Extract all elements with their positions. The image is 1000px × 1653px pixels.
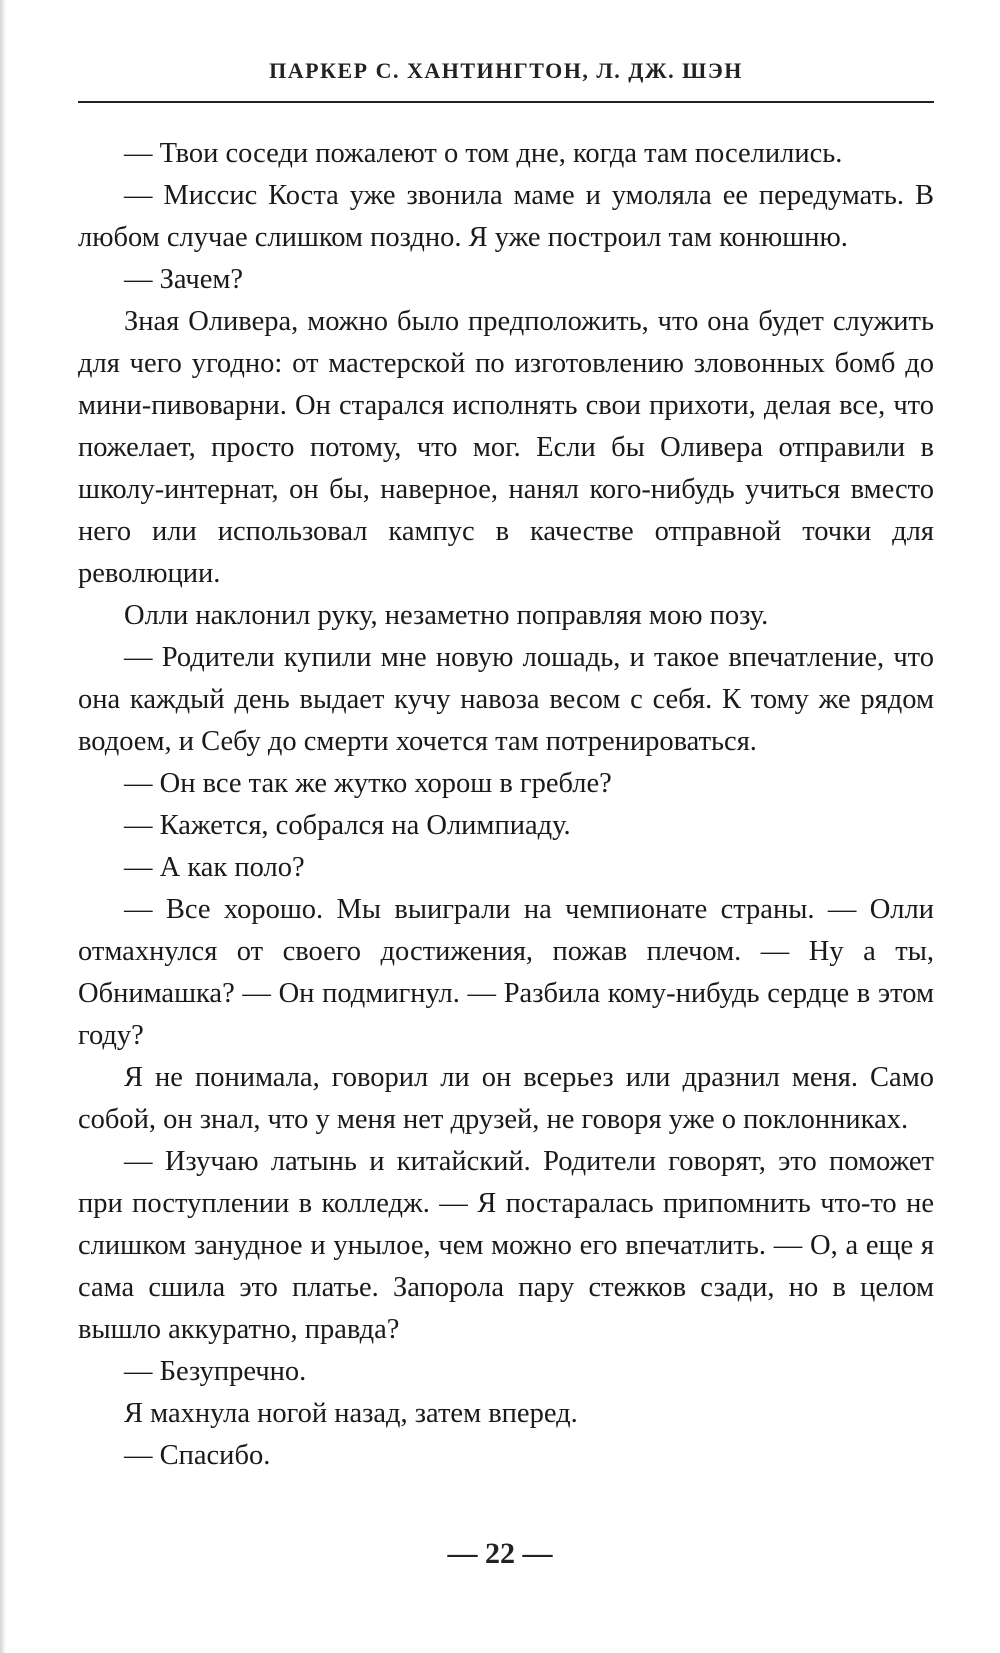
paragraph: — Безупречно. bbox=[124, 1356, 307, 1387]
paragraph: — Твои соседи пожалеют о том дне, когда там поселились. bbox=[124, 138, 843, 169]
paragraph: — Зачем? bbox=[124, 264, 244, 295]
paragraph: — Изучаю латынь и китайский. Родители говорят, это поможет при поступлении в колледж. — Я постаралась припомнить что-то не слишком занудное и унылое, чем можно его впечатлить. — О, а еще я сама сшила это платье. Запорола пару стежков сзади, но в целом вышло аккуратно, правда? bbox=[78, 1146, 934, 1345]
paragraph: — Он все так же жутко хорош в гребле? bbox=[124, 768, 612, 799]
paragraph: — Миссис Коста уже звонила маме и умоляла ее передумать. В любом случае слишком поздно. Я уже построил там конюшню. bbox=[78, 180, 934, 253]
paragraph: Зная Оливера, можно было предположить, что она будет служить для чего угодно: от мастерской по изготовлению зловонных бомб до мини-пивоварни. Он старался исполнять свои прихоти, делая все, что пожелает, просто потому, что мог. Если бы Оливера отправили в школу-интернат, он бы, наверное, нанял кого-нибудь учиться вместо него или использовал кампус в качестве отправной точки для революции. bbox=[78, 306, 934, 589]
paragraph: Олли наклонил руку, незаметно поправляя мою позу. bbox=[124, 600, 769, 631]
paragraph: Я махнула ногой назад, затем вперед. bbox=[124, 1398, 578, 1429]
paragraph: — А как поло? bbox=[124, 852, 305, 883]
paragraph: — Кажется, собрался на Олимпиаду. bbox=[124, 810, 571, 841]
paragraph: Я не понимала, говорил ли он всерьез или дразнил меня. Само собой, он знал, что у меня нет друзей, не говоря уже о поклонниках. bbox=[78, 1062, 934, 1135]
paragraph: — Родители купили мне новую лошадь, и такое впечатление, что она каждый день выдает кучу навоза весом с себя. К тому же рядом водоем, и Себу до смерти хочется там потренироваться. bbox=[78, 642, 934, 757]
paragraph: — Все хорошо. Мы выиграли на чемпионате страны. — Олли отмахнулся от своего достижения, пожав плечом. — Ну а ты, Обнимашка? — Он подмигнул. — Разбила кому-нибудь сердце в этом году? bbox=[78, 894, 934, 1051]
body-text bbox=[78, 133, 934, 1477]
page-number: — 22 — bbox=[447, 1537, 553, 1570]
running-header: ПАРКЕР С. ХАНТИНГТОН, Л. ДЖ. ШЭН bbox=[269, 58, 743, 83]
header-rule bbox=[78, 101, 934, 103]
page-edge-shadow bbox=[0, 0, 6, 1653]
paragraph: — Спасибо. bbox=[124, 1440, 271, 1471]
